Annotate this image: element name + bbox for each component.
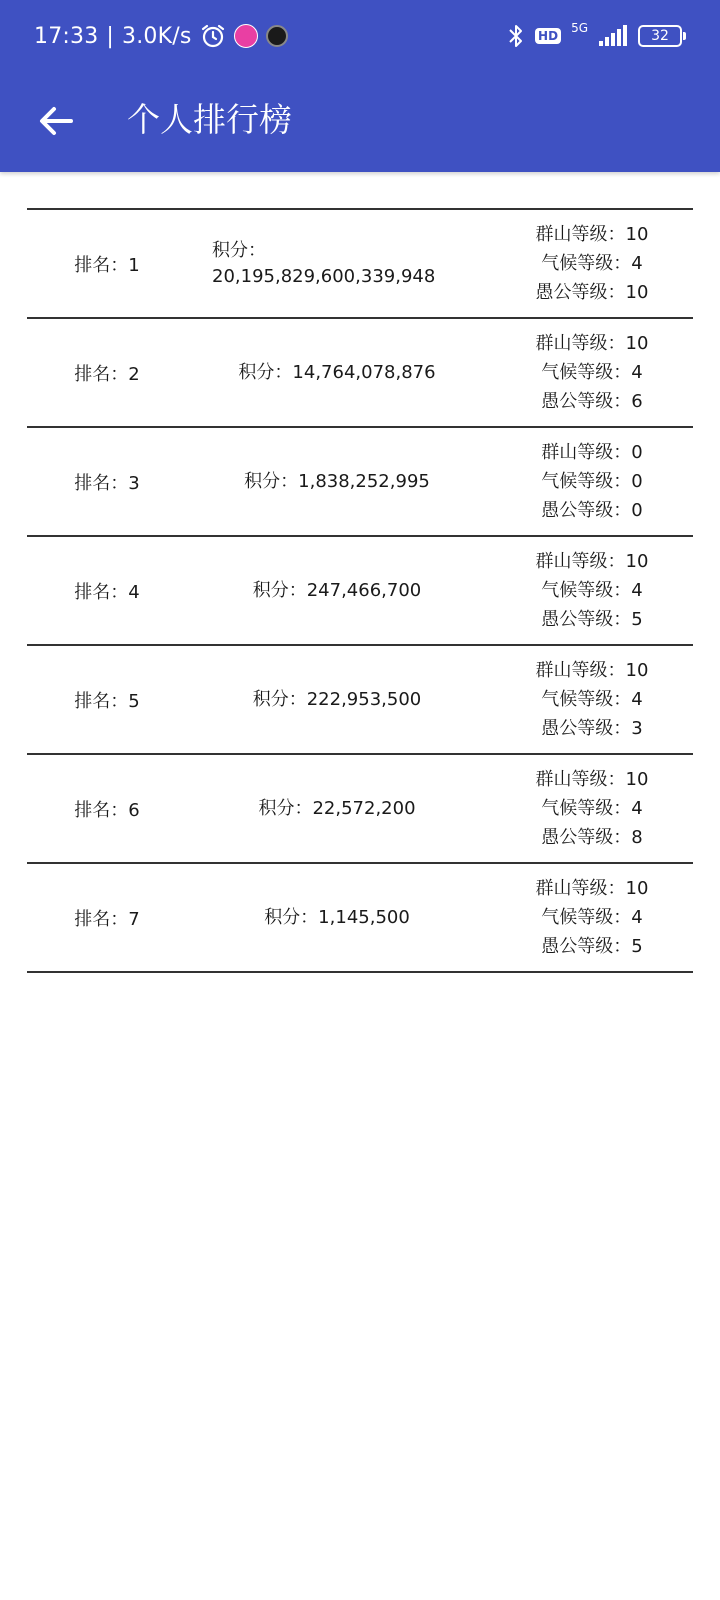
- signal-bars-icon: [598, 25, 628, 47]
- toolbar: [0, 78, 720, 164]
- ranking-row[interactable]: [27, 317, 693, 426]
- ranking-row[interactable]: [27, 535, 693, 644]
- status-bar: [0, 0, 720, 70]
- qihou-level: 气候等级：4: [541, 907, 643, 928]
- score-label: [172, 210, 502, 317]
- network-type-label: 5G: [571, 21, 588, 35]
- alarm-clock-icon: [200, 23, 226, 49]
- status-separator: |: [106, 23, 115, 49]
- qihou-level: 气候等级：4: [541, 580, 643, 601]
- qunshan-level: 群山等级：0: [541, 442, 643, 463]
- ranking-row[interactable]: [27, 862, 693, 973]
- qunshan-level: 群山等级：10: [535, 224, 649, 245]
- yugong-level: 愚公等级：6: [541, 391, 643, 412]
- yugong-level: 愚公等级：5: [541, 609, 643, 630]
- qunshan-level: 群山等级：10: [535, 551, 649, 572]
- levels-block: [497, 319, 687, 426]
- qihou-level: 气候等级：4: [541, 362, 643, 383]
- score-label: 积分：14,764,078,876: [238, 361, 436, 383]
- qunshan-level: 群山等级：10: [535, 878, 649, 899]
- levels-block: [497, 210, 687, 317]
- levels-block: [497, 755, 687, 862]
- qunshan-level: 群山等级：10: [535, 660, 649, 681]
- ranking-row[interactable]: [27, 644, 693, 753]
- rank-label: 排名：5: [74, 690, 140, 712]
- score-value: 20,195,829,600,339,948: [212, 265, 436, 287]
- qihou-level: 气候等级：4: [541, 253, 643, 274]
- rank-label: 排名：2: [74, 363, 140, 385]
- rank-label: 排名：7: [74, 908, 140, 930]
- battery-icon: 32: [638, 25, 682, 47]
- yugong-level: 愚公等级：8: [541, 827, 643, 848]
- yugong-level: 愚公等级：3: [541, 718, 643, 739]
- page-title: 个人排行榜: [127, 100, 292, 139]
- score-label: 积分：222,953,500: [252, 688, 422, 710]
- score-label: 积分：1,145,500: [264, 906, 410, 928]
- yugong-level: 愚公等级：5: [541, 936, 643, 957]
- yugong-level: 愚公等级：0: [541, 500, 643, 521]
- score-label: 积分：247,466,700: [252, 579, 422, 601]
- levels-block: [497, 646, 687, 753]
- score-prefix: 积分：: [212, 239, 266, 261]
- bluetooth-icon: [507, 23, 525, 49]
- status-time: 17:33: [34, 23, 99, 49]
- back-button[interactable]: [28, 93, 84, 149]
- status-right: [507, 18, 682, 54]
- soul-app-icon: [266, 25, 288, 47]
- qunshan-level: 群山等级：10: [535, 333, 649, 354]
- ranking-row[interactable]: [27, 753, 693, 862]
- levels-block: [497, 428, 687, 535]
- levels-block: [497, 537, 687, 644]
- status-left: [34, 18, 288, 54]
- score-label: 积分：1,838,252,995: [244, 470, 430, 492]
- score-label: 积分：22,572,200: [258, 797, 416, 819]
- qunshan-level: 群山等级：10: [535, 769, 649, 790]
- qihou-level: 气候等级：4: [541, 798, 643, 819]
- qihou-level: 气候等级：0: [541, 471, 643, 492]
- ranking-row[interactable]: [27, 426, 693, 535]
- rank-label: 排名：6: [74, 799, 140, 821]
- qihou-level: 气候等级：4: [541, 689, 643, 710]
- app-bar: [0, 0, 720, 172]
- hd-badge: HD: [535, 28, 561, 44]
- ranking-row[interactable]: [27, 208, 693, 317]
- rank-label: 排名：3: [74, 472, 140, 494]
- arrow-left-icon: [39, 106, 73, 136]
- levels-block: [497, 864, 687, 971]
- yugong-level: 愚公等级：10: [535, 282, 649, 303]
- app-notification-icon: [234, 24, 258, 48]
- status-net-speed: 3.0K/s: [122, 23, 192, 49]
- ranking-list: [27, 208, 693, 973]
- rank-label: 排名：4: [74, 581, 140, 603]
- rank-label: 排名：1: [74, 254, 140, 276]
